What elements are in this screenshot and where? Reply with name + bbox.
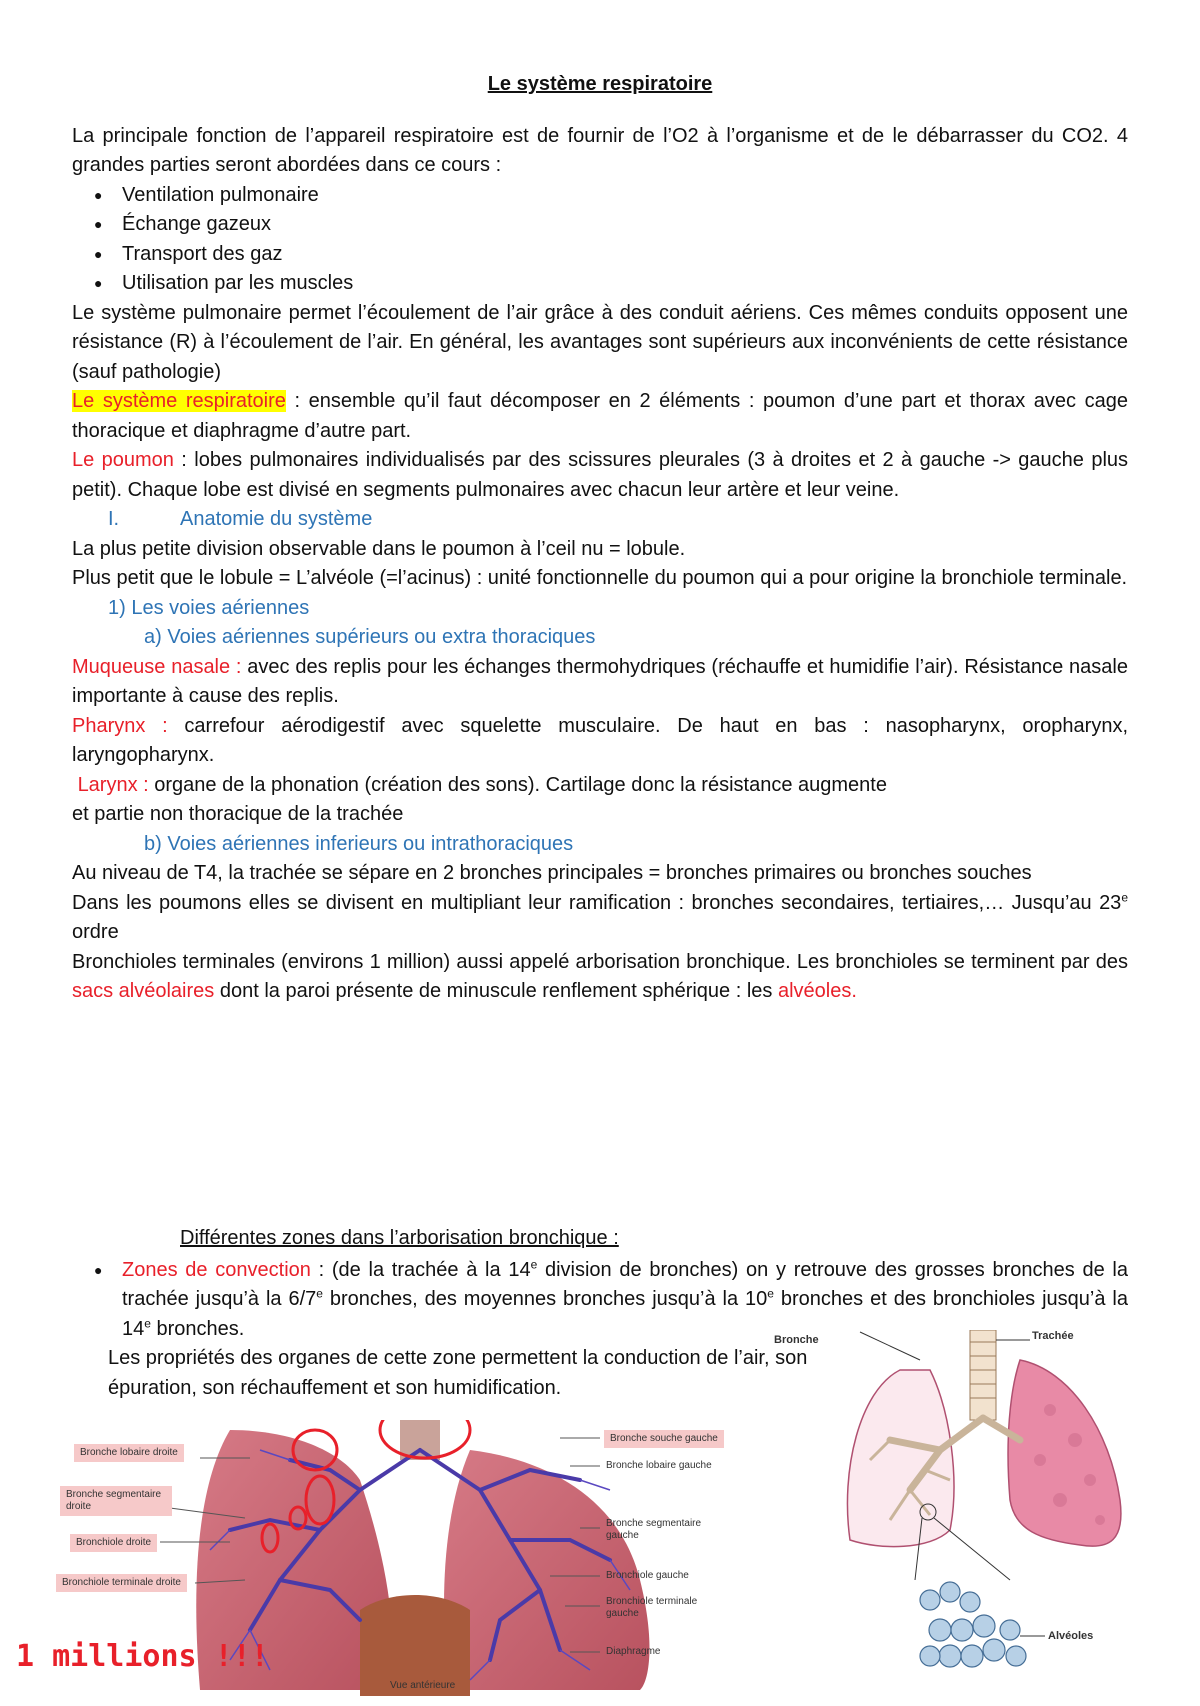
pharynx-paragraph: Pharynx : carrefour aérodigestif avec squelette musculaire. De haut en bas : nasopharynx, oropharynx, laryngopharynx. [72, 714, 1129, 766]
list-item: ● Échange gazeux [122, 210, 1128, 240]
list-item: ● Utilisation par les muscles [122, 269, 1128, 299]
document-body [72, 70, 1128, 1007]
zones-after-paragraph: Les propriétés des organes de cette zone permettent la conduction de l’air, son épuration, son réchauffement et son humidification. [108, 1347, 808, 1399]
label-diaphragme: Diaphragme [606, 1646, 661, 1657]
muqueuse-paragraph: Muqueuse nasale : avec des replis pour les échanges thermohydriques (réchauffe et humidifie l’air). Résistance nasale importante à cause des replis. [72, 655, 1128, 707]
label-bronchiole-droite: Bronchiole droite [70, 1534, 157, 1552]
topics-list [72, 181, 1128, 299]
label-bronche: Bronche [774, 1334, 819, 1346]
list-item: ● Transport des gaz [122, 240, 1128, 270]
label-bronchiole-terminale-gauche: Bronchiole terminale gauche [606, 1596, 698, 1619]
resistance-paragraph: Le système pulmonaire permet l’écoulement de l’air grâce à des conduit aériens. Ces mêmes conduits opposent une résistance (R) à l’écoulement de l’air. En général, les avantages sont supérieurs aux inconvénients de cette résistance (sauf pathologie) [72, 301, 1128, 383]
lobule-paragraph: La plus petite division observable dans le poumon à l’ceil nu = lobule. [72, 537, 686, 560]
term-systeme: Le système respiratoire [72, 390, 286, 412]
intro-paragraph: La principale fonction de l’appareil respiratoire est de fournir de l’O2 à l’organisme et de le débarrasser du CO2. 4 grandes parties seront abordées dans ce cours : [72, 124, 1128, 176]
section-heading-anatomie: I. Anatomie du système [108, 508, 373, 530]
millions-annotation: 1 millions !!! [16, 1639, 269, 1674]
page-title: Le système respiratoire [487, 73, 713, 95]
lungs-alveoli-illustration [820, 1330, 1180, 1690]
subheading-inferieurs: b) Voies aériennes inferieurs ou intrathoraciques [144, 832, 574, 855]
label-vue-anterieure: Vue antérieure [390, 1680, 456, 1691]
term-poumon: Le poumon [72, 449, 174, 471]
label-bronche-lobaire-gauche: Bronche lobaire gauche [606, 1460, 712, 1471]
label-bronche-segmentaire-droite: Bronche segmentaire droite [60, 1486, 172, 1516]
zones-title: Différentes zones dans l’arborisation bronchique : [180, 1227, 619, 1249]
label-bronche-lobaire-droite: Bronche lobaire droite [74, 1444, 184, 1462]
label-bronchiole-gauche: Bronchiole gauche [606, 1570, 689, 1581]
t4-paragraph: Au niveau de T4, la trachée se sépare en 2 bronches principales = bronches primaires ou bronches souches [72, 862, 1032, 884]
definition-poumon: Le poumon : lobes pulmonaires individualisés par des scissures pleurales (3 à droites et 2 à gauche -> gauche plus petit). Chaque lobe est divisé en segments pulmonaires avec chacun leur artère et leur veine. [72, 449, 1129, 501]
label-bronche-segmentaire-gauche: Bronche segmentaire gauche [606, 1518, 702, 1541]
term-alveoles: alvéoles. [777, 980, 857, 1002]
label-bronche-souche-gauche: Bronche souche gauche [604, 1430, 724, 1448]
lungs-alveoli-figure [774, 1330, 1180, 1690]
label-alveoles: Alvéoles [1048, 1630, 1094, 1642]
list-item: ● Zones de convection : (de la trachée à la 14e division de bronches) on y retrouve des grosses bronches de la trachée jusqu’à la 6/7e bronches, des moyennes bronches jusqu’à la 10e bronches et des bronchioles jusqu’à la 14e bronches. [122, 1256, 1128, 1345]
alveole-paragraph: Plus petit que le lobule = L’alvéole (=l’acinus) : unité fonctionnelle du poumon qui a pour origine la bronchiole terminale. [72, 567, 1128, 589]
label-bronchiole-terminale-droite: Bronchiole terminale droite [56, 1574, 187, 1592]
term-sacs-alveolaires: sacs alvéolaires [72, 980, 215, 1002]
larynx-paragraph: Larynx : organe de la phonation (création des sons). Cartilage donc la résistance augmente [77, 773, 887, 796]
larynx-paragraph-2: et partie non thoracique de la trachée [72, 803, 404, 825]
label-trachee: Trachée [1032, 1330, 1074, 1342]
definition-systeme: Le système respiratoire : ensemble qu’il faut décomposer en 2 éléments : poumon d’une part et thorax avec cage thoracique et diaphragme d’autre part. [72, 390, 1128, 442]
subheading-voies-aeriennes: 1) Les voies aériennes [108, 596, 310, 619]
division-paragraph: Dans les poumons elles se divisent en multipliant leur ramification : bronches secondaires, tertiaires,… Jusqu’au 23e ordre [72, 889, 1128, 943]
list-item: ● Ventilation pulmonaire [122, 181, 1128, 211]
bronchioles-paragraph: Bronchioles terminales (environs 1 million) aussi appelé arborisation bronchique. Les bronchioles se terminent par des sacs alvéolaires dont la paroi présente de minuscule renflement sphérique : les alvéoles. [72, 950, 1128, 1002]
subheading-superieurs: a) Voies aériennes supérieurs ou extra thoraciques [144, 626, 596, 648]
